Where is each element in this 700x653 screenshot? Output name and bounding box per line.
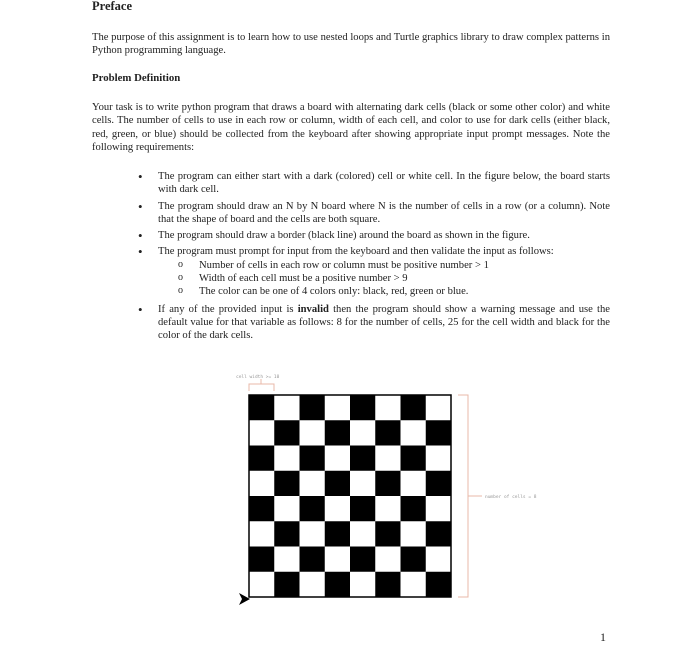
dark-cell bbox=[325, 471, 350, 496]
dark-cell bbox=[375, 521, 400, 546]
dark-cell bbox=[274, 471, 299, 496]
dark-cell bbox=[249, 547, 274, 572]
dark-cell bbox=[426, 471, 451, 496]
dark-cell bbox=[249, 395, 274, 420]
figure-svg bbox=[230, 368, 570, 608]
requirement-board-size: • The program should draw an N by N board where N is the number of cells in a row (or a column). Note that the shape of board and the cells are both square. bbox=[158, 200, 610, 227]
dark-cell bbox=[325, 420, 350, 445]
dark-cell bbox=[249, 496, 274, 521]
problem-paragraph: Your task is to write python program that draws a board with alternating dark cells (black or some other color) and white cells. The number of cells to use in each row or column, width of each cell, and color to use for dark cells (either black, red, green, or blue) should be collected from the keyboard after showing appropriate input prompt messages. Note the following requirements: bbox=[92, 102, 610, 153]
validation-color: o The color can be one of 4 colors only: black, red, green or blue. bbox=[199, 285, 610, 298]
dark-cell bbox=[325, 572, 350, 597]
dark-cell bbox=[350, 496, 375, 521]
dark-cell bbox=[375, 420, 400, 445]
dark-cell bbox=[401, 395, 426, 420]
requirement-start-cell: • The program can either start with a dark (colored) cell or white cell. In the figure below, the board starts with dark cell. bbox=[158, 170, 610, 197]
dark-cell bbox=[401, 547, 426, 572]
requirement-invalid-input bbox=[158, 303, 610, 343]
intro-paragraph: The purpose of this assignment is to learn how to use nested loops and Turtle graphics library to draw complex patterns in Python programming language. bbox=[92, 32, 610, 57]
dark-cell bbox=[375, 471, 400, 496]
cell-width-bracket bbox=[249, 384, 274, 391]
preface-title: Preface bbox=[92, 0, 133, 13]
cells-label: number of cells = 8 bbox=[485, 495, 537, 500]
validation-cells: o Number of cells in each row or column must be positive number > 1 bbox=[199, 259, 610, 272]
dark-cell bbox=[274, 420, 299, 445]
requirement-border: • The program should draw a border (black line) around the board as shown in the figure. bbox=[158, 229, 610, 242]
requirement-input bbox=[158, 245, 610, 298]
problem-definition-heading: Problem Definition bbox=[92, 72, 181, 84]
cells-bracket bbox=[458, 395, 468, 597]
dark-cell bbox=[300, 395, 325, 420]
dark-cell bbox=[426, 420, 451, 445]
cell-width-label: cell width >= 10 bbox=[236, 375, 280, 380]
invalid-text-before: If any of the provided input is bbox=[158, 303, 298, 315]
dark-cell bbox=[274, 521, 299, 546]
dark-cell bbox=[325, 521, 350, 546]
dark-cell bbox=[249, 446, 274, 471]
requirements-list bbox=[158, 170, 610, 346]
invalid-text-after: then the program should show a warning message and use the default value for that variable as follows: 8 for the number of cells, 25 for the cell width and black for the color of the dark cells. bbox=[158, 303, 610, 342]
dark-cell bbox=[426, 521, 451, 546]
dark-cell bbox=[401, 446, 426, 471]
validation-width: o Width of each cell must be a positive number > 9 bbox=[199, 272, 610, 285]
validation-sublist bbox=[158, 259, 610, 299]
dark-cell bbox=[426, 572, 451, 597]
dark-cell bbox=[300, 496, 325, 521]
checkerboard-figure bbox=[230, 368, 570, 613]
dark-cell bbox=[300, 446, 325, 471]
dark-cell bbox=[401, 496, 426, 521]
dark-cell bbox=[375, 572, 400, 597]
checkerboard bbox=[249, 395, 451, 597]
dark-cell bbox=[300, 547, 325, 572]
requirement-input-text: The program must prompt for input from the keyboard and then validate the input as follows: bbox=[158, 246, 554, 258]
dark-cell bbox=[350, 395, 375, 420]
invalid-keyword: invalid bbox=[297, 303, 329, 315]
dark-cell bbox=[350, 547, 375, 572]
dark-cell bbox=[274, 572, 299, 597]
dark-cell bbox=[350, 446, 375, 471]
page-number: 1 bbox=[600, 630, 606, 644]
